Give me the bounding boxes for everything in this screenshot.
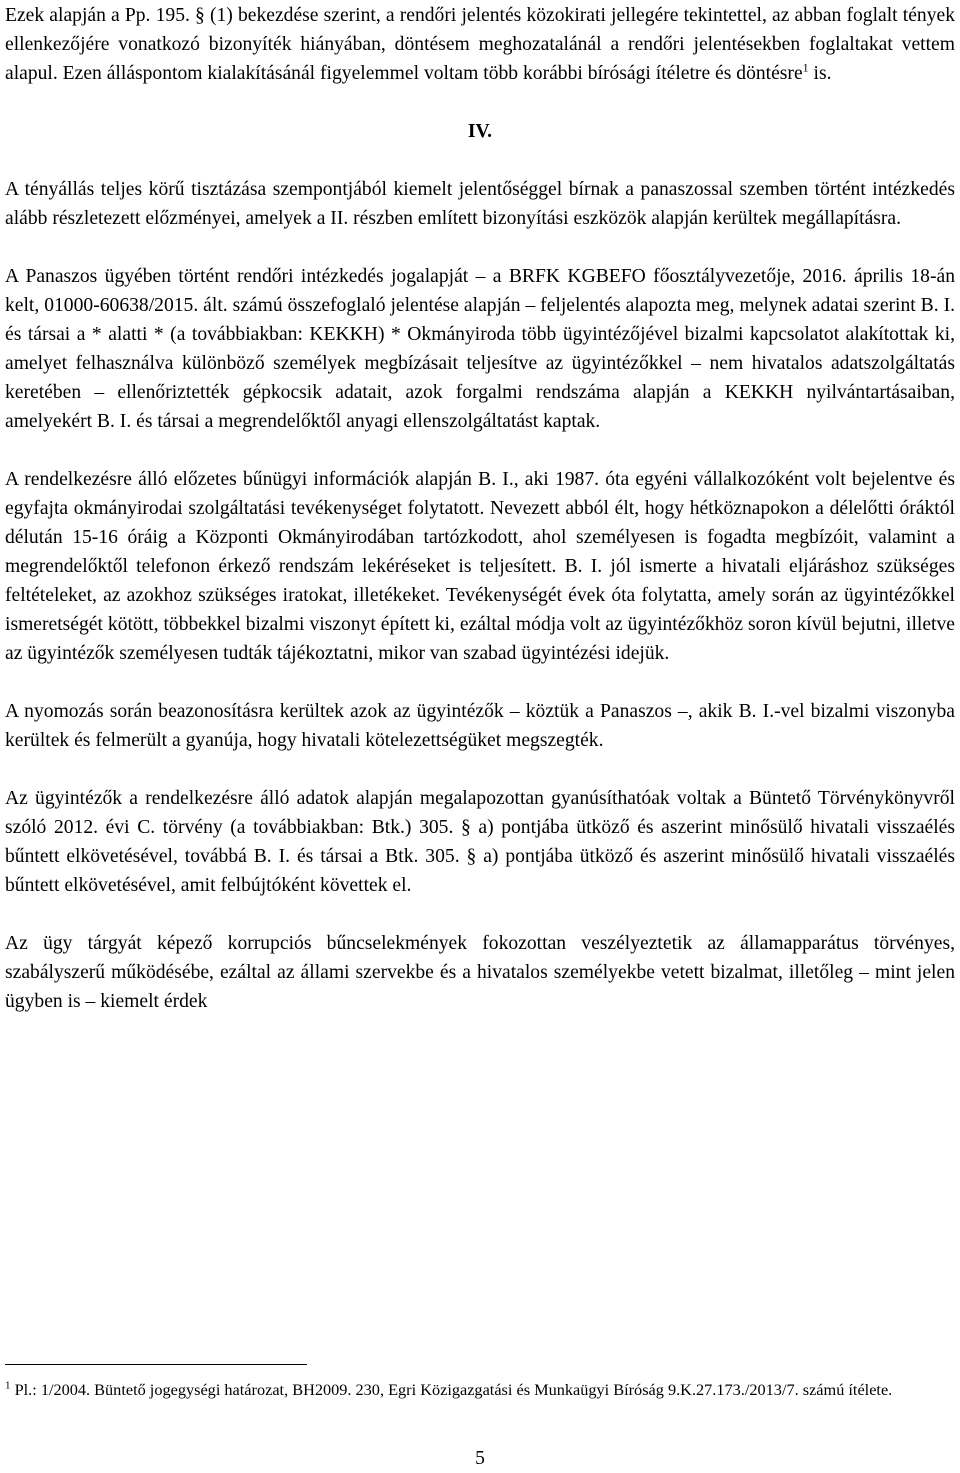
paragraph-1 xyxy=(5,1,955,88)
footnote-reference[interactable]: 1 xyxy=(802,60,809,75)
paragraph-4: A rendelkezésre álló előzetes bűnügyi információk alapján B. I., aki 1987. óta egyéni vállalkozóként volt bejelentve és egyfajta okmányirodai szolgáltatási tevékenységet folytatott. Nevezett abból élt, hogy hétköznapokon a délelőtti óráktól délután 15-16 óráig a Központi Okmányirodában tartózkodott, ahol személyesen is fogadta megbízóit, valamint a megrendelőktől telefonon érkező rendszám lekéréseket is teljesített. B. I. jól ismerte a hivatali eljáráshoz szükséges feltételeket, az azokhoz szükséges iratokat, illetékeket. Tevékenységét évek óta folytatta, amely során az ügyintézőkkel ismeretségét kötött, többekkel bizalmi viszonyt épített ki, ezáltal módja volt az ügyintézőkhöz soron kívül bejutni, illetve az ügyintézők személyesen tudták tájékoztatni, mikor van szabad ügyintézési idejük. xyxy=(5,469,955,664)
paragraph-1-text: Ezek alapján a Pp. 195. § (1) bekezdése szerint, a rendőri jelentés közokirati jellegére tekintettel, az abban foglalt tények ellenkezőjére vonatkozó bizonyíték hiányában, döntésem meghozatalánál a rendőri jelentésekben foglaltakat vettem alapul. Ezen álláspontom kialakításánál figyelemmel voltam több korábbi bírósági ítéletre és döntésre xyxy=(5,5,955,84)
paragraph-2: A tényállás teljes körű tisztázása szempontjából kiemelt jelentőséggel bírnak a panaszossal szemben történt intézkedés alább részletezett előzményei, amelyek a II. részben említett bizonyítási eszközök alapján kerültek megállapításra. xyxy=(5,179,955,229)
footnote-number: 1 xyxy=(5,1379,11,1392)
paragraph-3: A Panaszos ügyében történt rendőri intézkedés jogalapját – a BRFK KGBEFO főosztályvezetője, 2016. április 18-án kelt, 01000-60638/2015. ált. számú összefoglaló jelentése alapján – feljelentés alapozta meg, melynek adatai szerint B. I. és társai a * alatti * (a továbbiakban: KEKKH) * Okmányiroda több ügyintézőjével bizalmi kapcsolatot alakítottak ki, amelyet felhasználva különböző személyek megbízásait teljesítve az ügyintézőkkel – nem hivatalos adatszolgáltatás keretében – ellenőriztették gépkocsik adatait, azok forgalmi rendszáma alapján a KEKKH nyilvántartásaiban, amelyekért B. I. és társai a megrendelőktől anyagi ellenszolgáltatást kaptak. xyxy=(5,266,955,432)
footnote-text: Pl.: 1/2004. Büntető jogegységi határozat, BH2009. 230, Egri Közigazgatási és Munkaügyi Bíróság 9.K.27.173./2013/7. számú ítélete. xyxy=(10,1380,893,1399)
document-page xyxy=(5,0,955,1016)
section-heading: IV. xyxy=(467,121,493,142)
paragraph-1-tail: is. xyxy=(808,63,832,84)
paragraph-6: Az ügyintézők a rendelkezésre álló adatok alapján megalapozottan gyanúsíthatóak voltak a Büntető Törvénykönyvről szóló 2012. évi C. törvény (a továbbiakban: Btk.) 305. § a) pontjába ütköző és aszerint minősülő hivatali visszaélés bűntett elkövetésével, továbbá B. I. és társai a Btk. 305. § a) pontjába ütköző és aszerint minősülő hivatali visszaélés bűntett elkövetésével, amit felbújtóként követtek el. xyxy=(5,788,955,896)
footnote xyxy=(5,1378,955,1402)
footnote-separator xyxy=(5,1364,307,1365)
page-number: 5 xyxy=(475,1448,485,1469)
paragraph-7: Az ügy tárgyát képező korrupciós bűncselekmények fokozottan veszélyeztetik az államapparátus törvényes, szabályszerű működésébe, ezáltal az állami szervekbe és a hivatalos személyekbe vetett bizalmat, illetőleg – mint jelen ügyben is – kiemelt érdek xyxy=(5,933,955,1012)
paragraph-5: A nyomozás során beazonosításra kerültek azok az ügyintézők – köztük a Panaszos –, akik B. I.-vel bizalmi viszonyba kerültek és felmerült a gyanúja, hogy hivatali kötelezettségüket megszegték. xyxy=(5,701,955,751)
